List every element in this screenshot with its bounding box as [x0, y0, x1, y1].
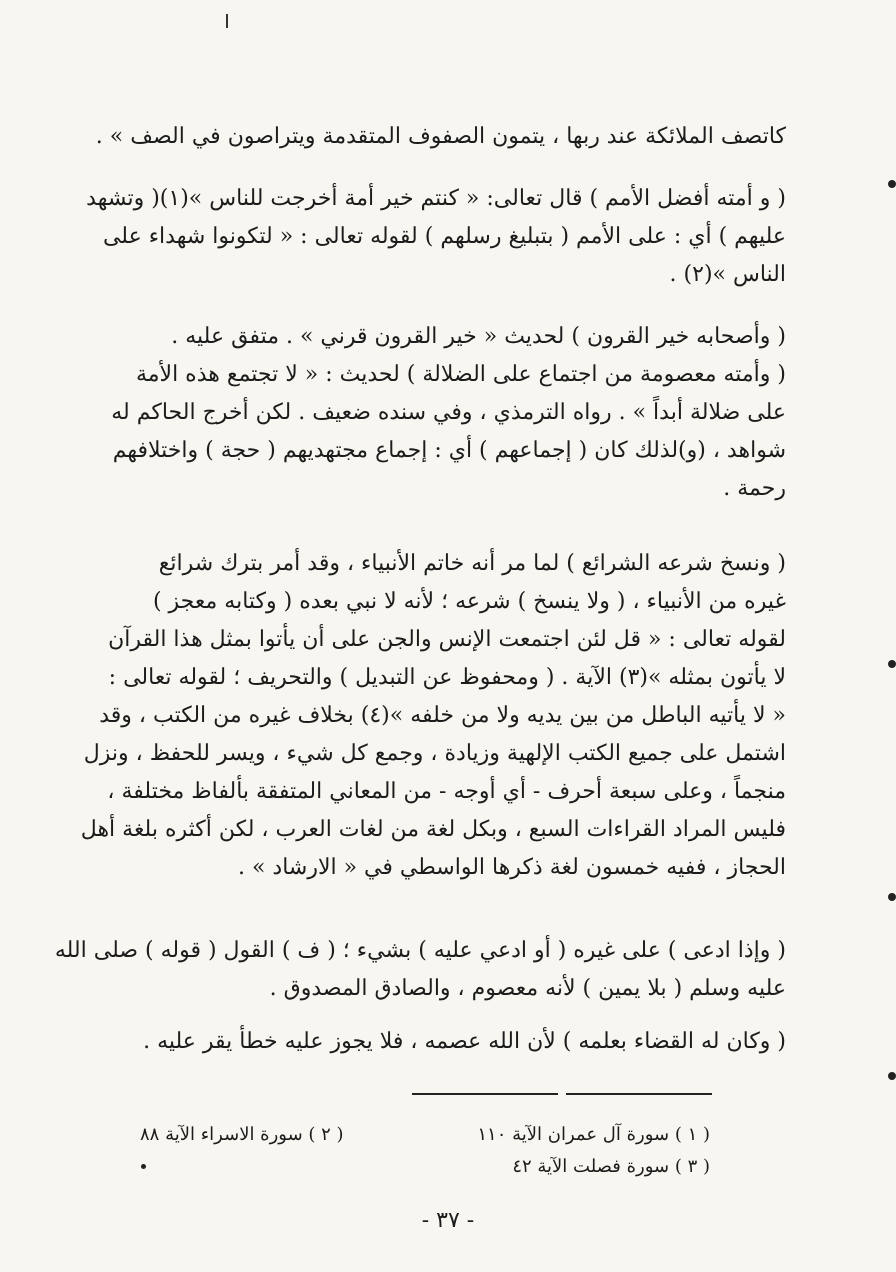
text-line: ( وإذا ادعى ) على غيره ( أو ادعي عليه ) بشيء ؛ ( ف ) القول ( قوله ) صلى الله [54, 938, 786, 963]
text-line: عليهم ) أي : على الأمم ( بتبليغ رسلهم ) لقوله تعالى : « لتكونوا شهداء على [102, 224, 786, 249]
paragraph [108, 318, 786, 508]
text-line: رحمة . [723, 476, 786, 501]
edge-mark [888, 180, 896, 188]
text-line: غيره من الأنبياء ، ( ولا ينسخ ) شرعه ؛ لأنه لا نبي بعده ( وكتابه معجز ) [152, 589, 786, 614]
footnote-1: ( ١ ) سورة آل عمران الآية ١١٠ [477, 1124, 710, 1145]
paragraph [86, 180, 786, 294]
paragraph [54, 932, 786, 1008]
ink-dot [141, 1164, 146, 1169]
paragraph [95, 118, 786, 156]
paragraph [80, 545, 786, 887]
footnote-2: ( ٢ ) سورة الاسراء الآية ٨٨ [140, 1124, 344, 1145]
edge-mark [888, 1072, 896, 1080]
text-line: الحجاز ، ففيه خمسون لغة ذكرها الواسطي في « الارشاد » . [237, 855, 786, 880]
footnote-3: ( ٣ ) سورة فصلت الآية ٤٢ [512, 1156, 710, 1177]
text-line: كاتصف الملائكة عند ربها ، يتمون الصفوف المتقدمة ويتراصون في الصف » . [95, 124, 786, 149]
footnote-separator [566, 1093, 712, 1095]
text-line: شواهد ، (و)لذلك كان ( إجماعهم ) أي : إجماع مجتهديهم ( حجة ) واختلافهم [112, 438, 786, 463]
text-line: ( وكان له القضاء بعلمه ) لأن الله عصمه ، فلا يجوز عليه خطأ يقر عليه . [143, 1029, 786, 1054]
text-line: لا يأتون بمثله »(٣) الآية . ( ومحفوظ عن التبديل ) والتحريف ؛ لقوله تعالى : [108, 665, 786, 690]
text-line: ( ونسخ شرعه الشرائع ) لما مر أنه خاتم الأنبياء ، وقد أمر بترك شرائع [158, 551, 786, 576]
footnote-separator [412, 1093, 558, 1095]
text-line: ( و أمته أفضل الأمم ) قال تعالى: « كنتم خير أمة أخرجت للناس »(١)( وتشهد [86, 186, 786, 211]
text-line: ( وأمته معصومة من اجتماع على الضلالة ) لحديث : « لا تجتمع هذه الأمة [135, 362, 786, 387]
text-line: عليه وسلم ( بلا يمين ) لأنه معصوم ، والصادق المصدوق . [269, 976, 786, 1001]
text-line: لقوله تعالى : « قل لئن اجتمعت الإنس والجن على أن يأتوا بمثل هذا القرآن [108, 627, 786, 652]
text-line: منجماً ، وعلى سبعة أحرف - أي أوجه - من المعاني المتفقة بألفاظ مختلفة ، [107, 779, 786, 804]
text-line: « لا يأتيه الباطل من بين يديه ولا من خلفه »(٤) بخلاف غيره من الكتب ، وقد [99, 703, 786, 728]
text-line: اشتمل على جميع الكتب الإلهية وزيادة ، وجمع كل شيء ، ويسر للحفظ ، ونزل [83, 741, 786, 766]
paragraph [108, 1023, 786, 1061]
top-mark [226, 14, 228, 28]
page-number: - ٣٧ - [421, 1208, 475, 1233]
text-line: الناس »(٢) . [669, 262, 786, 287]
edge-mark [888, 893, 896, 901]
text-line: ( وأصحابه خير القرون ) لحديث « خير القرون قرني » . متفق عليه . [171, 324, 786, 349]
text-line: على ضلالة أبداً » . رواه الترمذي ، وفي سنده ضعيف . لكن أخرج الحاكم له [111, 400, 786, 425]
text-line: فليس المراد القراءات السبع ، وبكل لغة من لغات العرب ، لكن أكثره بلغة أهل [80, 817, 786, 842]
edge-mark [888, 660, 896, 668]
